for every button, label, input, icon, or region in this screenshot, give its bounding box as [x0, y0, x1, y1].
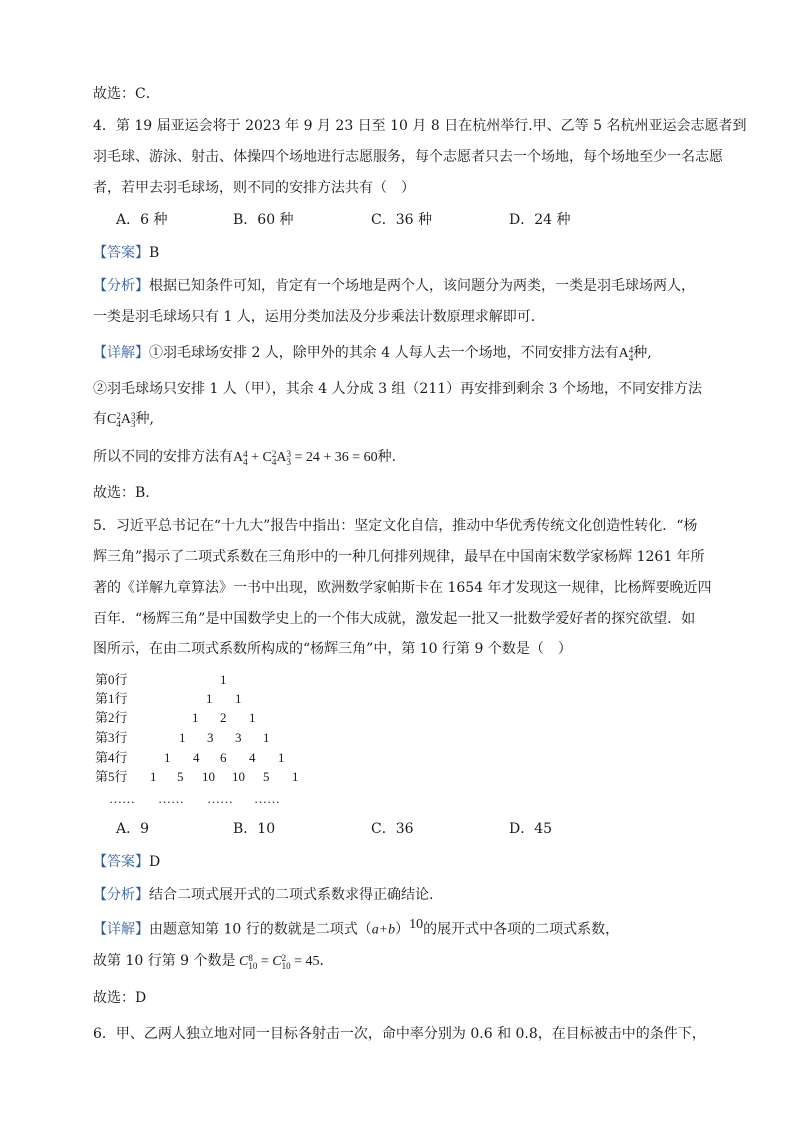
formula-c10: C 8 10 = C 2 10: [239, 952, 291, 971]
q5-option-b: B．10: [233, 821, 276, 837]
detail-text-end: ．: [319, 953, 334, 969]
formula-a44: A 4 4: [618, 344, 634, 363]
q4-stem-line-2: 羽毛球、游泳、射击、体操四个场地进行志愿服务，每个志愿者只去一个场地，每个场地至少一名志愿: [93, 149, 723, 165]
detail-text-end: 种,: [633, 345, 652, 361]
detail-tag: 【详解】: [93, 921, 149, 938]
row-label: 第2行: [95, 710, 128, 725]
q5-detail-line-1: [93, 915, 619, 941]
formula-c42-a33: C 2 4 A 3 3: [107, 410, 136, 429]
detail-tag: 【详解】: [93, 345, 149, 361]
detail-text: ）: [395, 921, 410, 938]
triangle-cell: 10: [202, 769, 215, 784]
row-label: 第3行: [95, 730, 128, 745]
triangle-cell: 5: [263, 769, 270, 784]
q4-detail-line-4: [93, 447, 396, 468]
analysis-text: 根据已知条件可知，肯定有一个场地是两个人，该问题分为两类，一类是羽毛球场两人，: [149, 278, 695, 294]
q5-stem-line-3: 著的《详解九章算法》一书中出现，欧洲数学家帕斯卡在 1654 年才发现这一规律，比杨辉要晚近四: [93, 580, 712, 596]
triangle-cell: 1: [249, 710, 256, 725]
triangle-row-0: [95, 670, 227, 689]
analysis-tag: 【分析】: [93, 278, 149, 294]
triangle-cell: 1: [220, 672, 227, 687]
triangle-dots: ……: [207, 791, 233, 806]
triangle-cell: 1: [278, 750, 285, 765]
triangle-cell: 6: [220, 750, 227, 765]
q4-detail-line-1: [93, 343, 652, 364]
triangle-cell: 1: [263, 730, 270, 745]
triangle-dots: ……: [254, 791, 280, 806]
row-label: 第1行: [95, 691, 128, 706]
formula-total: A 4 4 + C 2 4 A 3 3: [233, 448, 291, 467]
triangle-row-2: [95, 708, 256, 727]
triangle-cell: 10: [232, 769, 245, 784]
analysis-text: 结合二项式展开式的二项式系数求得正确结论.: [149, 887, 434, 903]
answer-value: B: [149, 245, 160, 261]
q4-choose-line: 故选：B.: [93, 485, 150, 501]
detail-text: ①羽毛球场安排 2 人，除甲外的其余 4 人每人去一个场地，不同安排方法有: [149, 345, 619, 361]
q4-analysis-line-1: [93, 276, 695, 296]
q4-option-c: C．36 种: [371, 212, 432, 228]
formula-result: = 24 + 36 = 60: [294, 450, 378, 465]
formula-result: = 45: [294, 954, 320, 969]
triangle-dots: ……: [109, 791, 135, 806]
detail-text: 有: [93, 411, 107, 427]
triangle-cell: 2: [220, 710, 227, 725]
q6-stem-line-1: 6．甲、乙两人独立地对同一目标各射击一次，命中率分别为 0.6 和 0.8，在目标被击中的条件下，: [93, 1026, 706, 1042]
triangle-cell: 1: [235, 691, 242, 706]
q4-answer: [93, 243, 159, 263]
q5-option-d: D．45: [509, 821, 553, 837]
q5-stem-line-1: 5．习近平总书记在“十九大”报告中指出：坚定文化自信，推动中华优秀传统文化创造性转化．“杨: [93, 518, 698, 534]
q4-option-d: D．24 种: [509, 212, 571, 228]
triangle-row-1: [95, 689, 242, 708]
q4-analysis-line-2: 一类是羽毛球场只有 1 人，运用分类加法及分步乘法计数原理求解即可.: [93, 309, 536, 325]
q4-option-a: A．6 种: [116, 212, 168, 228]
q4-detail-line-3: [93, 409, 154, 430]
q5-option-c: C．36: [371, 821, 414, 837]
q4-option-b: B．60 种: [233, 212, 294, 228]
detail-text: 故第 10 行第 9 个数是: [93, 953, 236, 969]
triangle-row-5: [95, 767, 299, 786]
triangle-row-4: [95, 748, 285, 767]
detail-text-end: 种,: [135, 411, 154, 427]
q5-stem-line-5: 图所示，在由二项式系数所构成的“杨辉三角”中，第 10 行第 9 个数是（ ）: [93, 641, 572, 657]
binomial-expr: a+b: [371, 922, 396, 938]
triangle-cell: 3: [207, 730, 214, 745]
detail-text: 所以不同的安排方法有: [93, 449, 233, 465]
answer-tag: 【答案】: [93, 245, 149, 261]
q5-stem-line-4: 百年．“杨辉三角”是中国数学史上的一个伟大成就，激发起一批又一批数学爱好者的探究欲望．如: [93, 611, 696, 627]
q5-detail-line-2: [93, 951, 334, 972]
triangle-cell: 3: [235, 730, 242, 745]
yanghui-triangle: [95, 670, 355, 810]
answer-value: D: [149, 854, 161, 870]
q4-stem-line-3: 者，若甲去羽毛球场，则不同的安排方法共有（ ）: [93, 180, 415, 196]
detail-text-end: 种.: [377, 449, 397, 465]
q5-stem-line-2: 辉三角”揭示了二项式系数在三角形中的一种几何排列规律，最早在中国南宋数学家杨辉 1261 年所: [93, 549, 705, 565]
q4-detail-line-2: ②羽毛球场只安排 1 人（甲），其余 4 人分成 3 组（211）再安排到剩余 3 个场地，不同安排方法: [93, 381, 702, 397]
q5-answer: [93, 852, 160, 872]
triangle-cell: 1: [150, 769, 157, 784]
triangle-cell: 1: [164, 750, 171, 765]
q5-analysis: [93, 885, 433, 905]
triangle-row-3: [95, 728, 270, 747]
row-label: 第0行: [95, 672, 128, 687]
row-label: 第5行: [95, 769, 128, 784]
triangle-cell: 4: [249, 750, 256, 765]
binomial-exponent: 10: [409, 917, 424, 932]
q5-option-a: A．9: [116, 821, 150, 837]
triangle-cell: 1: [192, 710, 199, 725]
detail-text-end: 的展开式中各项的二项式系数，: [423, 921, 620, 938]
detail-text: 由题意知第 10 行的数就是二项式（: [149, 921, 372, 938]
q4-stem-line-1: 4．第 19 届亚运会将于 2023 年 9 月 23 日至 10 月 8 日在杭州举行.甲、乙等 5 名杭州亚运会志愿者到: [93, 118, 747, 134]
triangle-cell: 1: [292, 769, 299, 784]
triangle-cell: 5: [177, 769, 184, 784]
triangle-cell: 4: [193, 750, 200, 765]
triangle-dots: ……: [158, 791, 184, 806]
triangle-cell: 1: [206, 691, 213, 706]
analysis-tag: 【分析】: [93, 887, 149, 903]
q5-choose-line: 故选：D: [93, 990, 147, 1006]
triangle-cell: 1: [179, 730, 186, 745]
row-label: 第4行: [95, 750, 128, 765]
q3-answer-line: 故选：C．: [93, 86, 160, 102]
answer-tag: 【答案】: [93, 854, 149, 870]
